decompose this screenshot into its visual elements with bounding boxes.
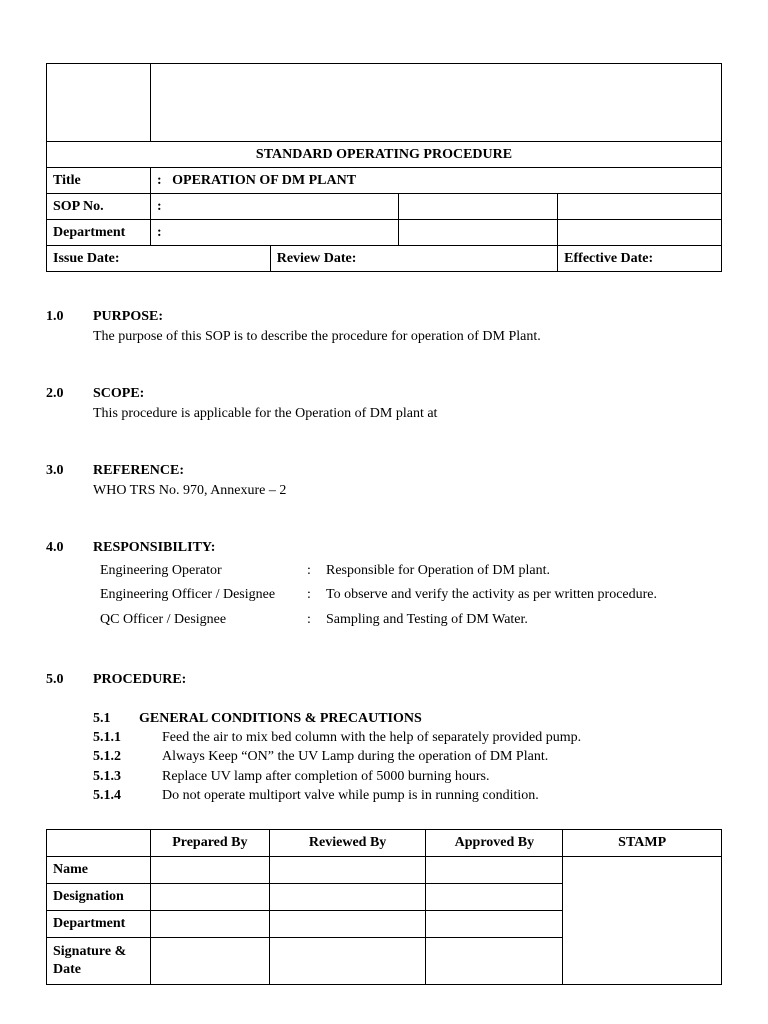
resp-text: Sampling and Testing of DM Water. xyxy=(326,612,528,627)
signoff-cell xyxy=(426,911,563,938)
resp-colon: : xyxy=(307,563,311,578)
reference-title: REFERENCE: xyxy=(93,463,185,478)
signoff-cell xyxy=(150,857,269,884)
signoff-cell xyxy=(150,938,269,985)
subsection-num: 5.1 xyxy=(93,711,111,726)
item-num: 5.1.2 xyxy=(93,749,121,764)
reviewed-by-header: Reviewed By xyxy=(269,830,426,857)
resp-text: To observe and verify the activity as per written procedure. xyxy=(326,587,658,602)
item-text: Do not operate multiport valve while pump is in running condition. xyxy=(162,788,539,803)
department-row-label: Department xyxy=(47,911,151,938)
item-text: Replace UV lamp after completion of 5000 burning hours. xyxy=(162,769,490,784)
prepared-by-header: Prepared By xyxy=(150,830,269,857)
procedure-num: 5.0 xyxy=(46,672,64,687)
item-num: 5.1.1 xyxy=(93,730,121,745)
reference-body: WHO TRS No. 970, Annexure – 2 xyxy=(93,483,287,498)
sop-label: SOP No. xyxy=(47,194,151,220)
stamp-area xyxy=(563,857,722,985)
resp-text: Responsible for Operation of DM plant. xyxy=(326,563,550,578)
reference-num: 3.0 xyxy=(46,463,64,478)
resp-role: QC Officer / Designee xyxy=(100,612,227,627)
sop-value: : xyxy=(150,194,399,220)
signoff-table xyxy=(46,829,722,985)
subsection-title: GENERAL CONDITIONS & PRECAUTIONS xyxy=(139,711,422,726)
stamp-header: STAMP xyxy=(563,830,722,857)
scope-body: This procedure is applicable for the Operation of DM plant at xyxy=(93,406,438,421)
dept-value: : xyxy=(150,220,399,246)
designation-row-label: Designation xyxy=(47,884,151,911)
signoff-cell xyxy=(269,884,426,911)
item-num: 5.1.3 xyxy=(93,769,121,784)
title-value-cell xyxy=(150,168,721,194)
signoff-cell xyxy=(426,884,563,911)
signoff-cell xyxy=(426,857,563,884)
title-label: Title xyxy=(47,168,151,194)
effective-date-label: Effective Date: xyxy=(558,246,722,272)
dept-label: Department xyxy=(47,220,151,246)
header-table xyxy=(46,63,722,272)
signoff-corner xyxy=(47,830,151,857)
signoff-cell xyxy=(150,884,269,911)
title-value: OPERATION OF DM PLANT xyxy=(172,172,357,188)
procedure-title: PROCEDURE: xyxy=(93,672,187,687)
responsibility-title: RESPONSIBILITY: xyxy=(93,540,216,555)
doc-type: STANDARD OPERATING PROCEDURE xyxy=(47,142,722,168)
approved-by-header: Approved By xyxy=(426,830,563,857)
item-text: Always Keep “ON” the UV Lamp during the operation of DM Plant. xyxy=(162,749,549,764)
purpose-title: PURPOSE: xyxy=(93,309,163,324)
issue-date-label: Issue Date: xyxy=(47,246,271,272)
title-colon: : xyxy=(156,172,162,188)
signoff-cell xyxy=(269,938,426,985)
resp-colon: : xyxy=(307,612,311,627)
logo-cell xyxy=(47,64,151,142)
name-row-label: Name xyxy=(47,857,151,884)
sop-blank-2 xyxy=(558,194,722,220)
resp-role: Engineering Operator xyxy=(100,563,222,578)
signoff-cell xyxy=(269,857,426,884)
signoff-cell xyxy=(150,911,269,938)
signoff-cell xyxy=(269,911,426,938)
item-num: 5.1.4 xyxy=(93,788,121,803)
responsibility-num: 4.0 xyxy=(46,540,64,555)
review-date-label: Review Date: xyxy=(270,246,557,272)
sop-blank-1 xyxy=(399,194,558,220)
resp-colon: : xyxy=(307,587,311,602)
company-cell xyxy=(150,64,721,142)
purpose-num: 1.0 xyxy=(46,309,64,324)
scope-num: 2.0 xyxy=(46,386,64,401)
signoff-cell xyxy=(426,938,563,985)
dept-blank-2 xyxy=(558,220,722,246)
purpose-body: The purpose of this SOP is to describe the procedure for operation of DM Plant. xyxy=(93,329,541,344)
resp-role: Engineering Officer / Designee xyxy=(100,587,276,602)
dept-blank-1 xyxy=(399,220,558,246)
item-text: Feed the air to mix bed column with the help of separately provided pump. xyxy=(162,730,582,745)
scope-title: SCOPE: xyxy=(93,386,145,401)
signature-row-label: Signature & Date xyxy=(47,938,151,985)
